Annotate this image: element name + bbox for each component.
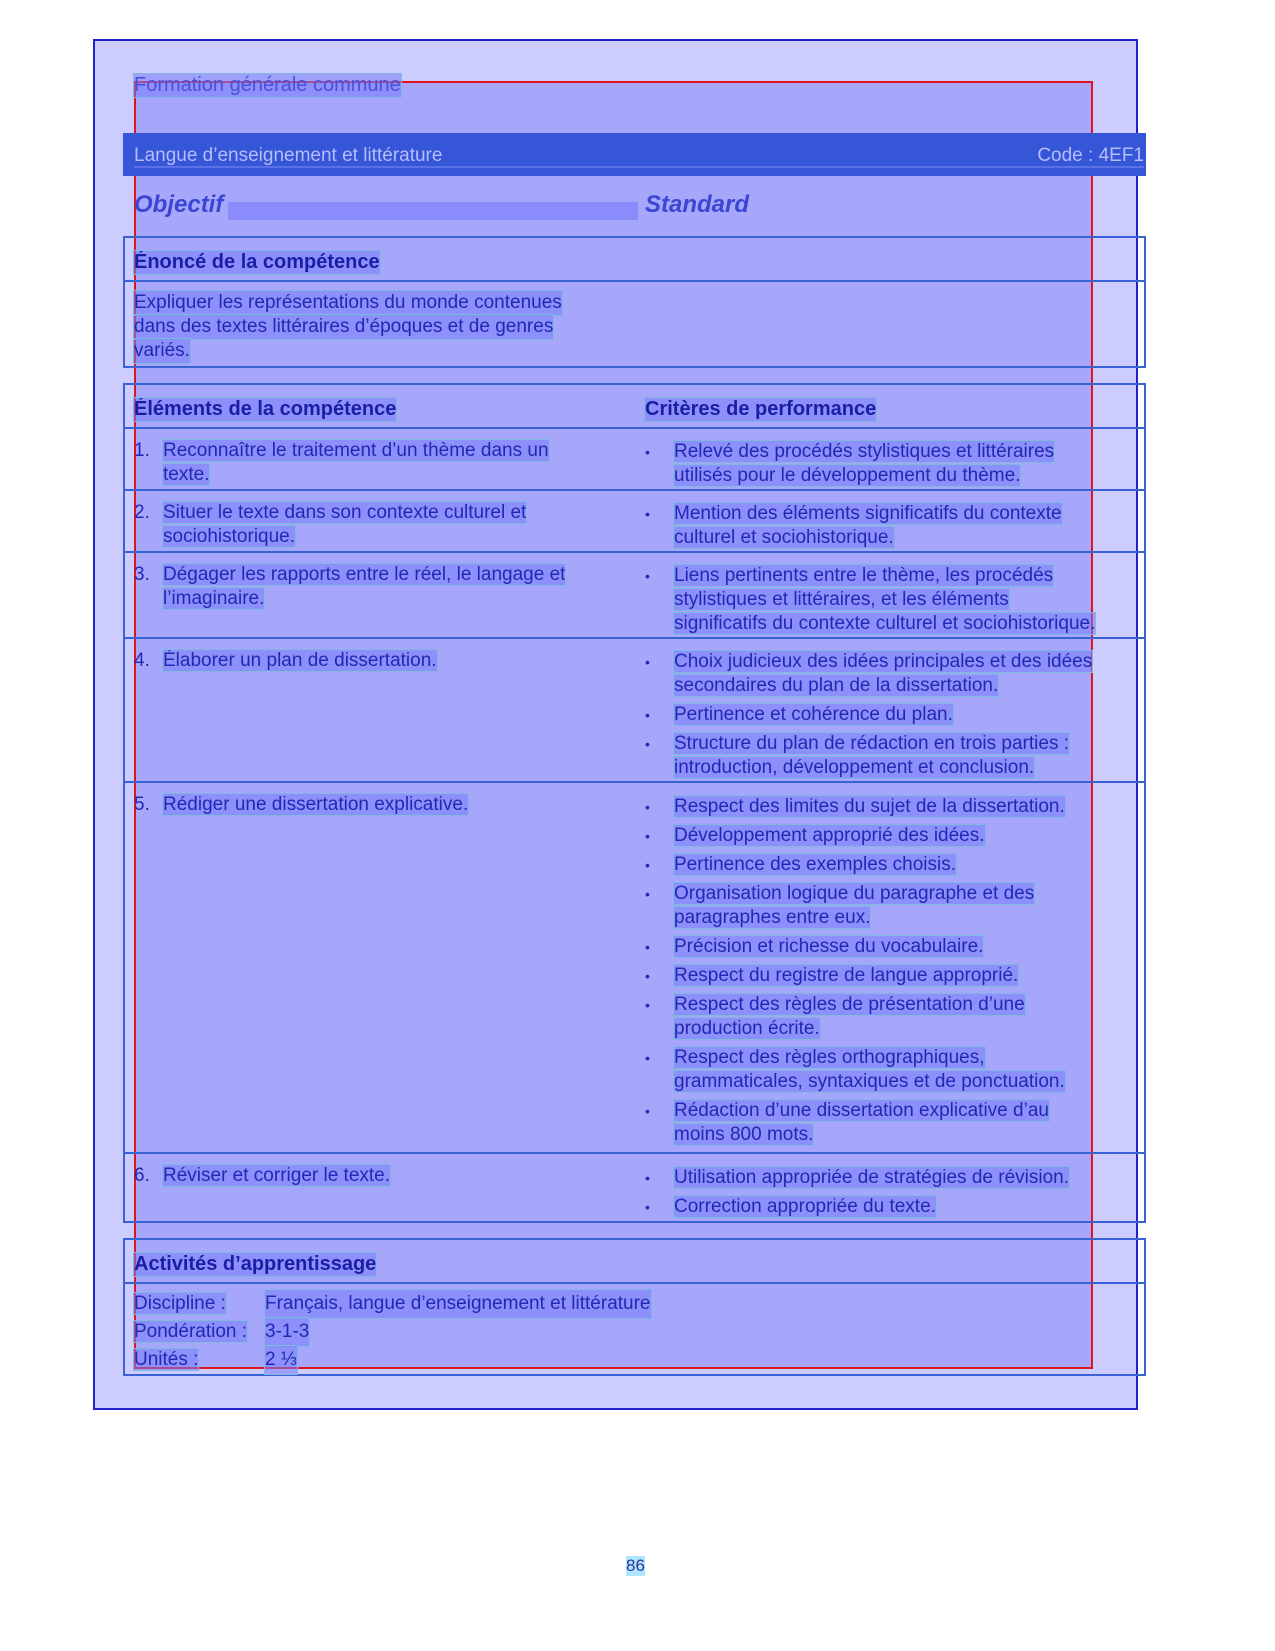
element-4 (134, 649, 604, 673)
activity-row-discipline (134, 1290, 651, 1318)
element-number: 1. (134, 440, 150, 461)
row-divider (123, 489, 1146, 491)
criterion (645, 703, 1140, 727)
criterion (645, 650, 1140, 698)
bullet: • (645, 707, 650, 723)
criterion-line: Organisation logique du paragraphe et des (674, 883, 1035, 904)
element-number: 2. (134, 502, 150, 523)
criterion (645, 853, 1140, 877)
criterion-line: Pertinence des exemples choisis. (674, 854, 956, 875)
bullet: • (645, 939, 650, 955)
row-divider (123, 427, 1146, 429)
criterion-line: Précision et richesse du vocabulaire. (674, 936, 984, 957)
activities-divider (123, 1282, 1146, 1284)
element-number: 3. (134, 564, 150, 585)
activity-value: 2 ⅓ (265, 1346, 297, 1374)
criterion-line: Mention des éléments significatifs du contexte (674, 503, 1062, 524)
criterion (645, 732, 1140, 780)
criterion-line: moins 800 mots. (674, 1124, 814, 1145)
criterion (645, 440, 1135, 488)
activity-value: Français, langue d’enseignement et littérature (265, 1290, 651, 1318)
criterion (645, 1166, 1140, 1190)
criterion (645, 1099, 1140, 1147)
criterion (645, 964, 1140, 988)
bullet: • (645, 654, 650, 670)
activity-value: 3-1-3 (265, 1318, 309, 1346)
criterion-line: Respect des règles orthographiques, (674, 1047, 985, 1068)
criterion-line: Respect des règles de présentation d’une (674, 994, 1025, 1015)
criterion-line: paragraphes entre eux. (674, 907, 871, 928)
criterion-line: Choix judicieux des idées principales et des idées (674, 651, 1093, 672)
course-code: Code : 4EF1 (1037, 145, 1144, 166)
criterion (645, 993, 1140, 1041)
criterion-line: production écrite. (674, 1018, 820, 1039)
criterion-line: Utilisation appropriée de stratégies de révision. (674, 1167, 1069, 1188)
element-6 (134, 1164, 604, 1188)
document-title: Formation générale commune (134, 74, 401, 96)
criterion-line: Développement approprié des idées. (674, 825, 985, 846)
enonce-line: Expliquer les représentations du monde contenues (134, 292, 562, 313)
course-name: Langue d’enseignement et littérature (134, 145, 443, 166)
element-line: l’imaginaire. (163, 588, 265, 609)
criterion-line: grammaticales, syntaxiques et de ponctuation. (674, 1071, 1065, 1092)
bullet: • (645, 1103, 650, 1119)
row-divider (123, 551, 1146, 553)
element-number: 4. (134, 650, 150, 671)
elements-title: Éléments de la compétence (134, 398, 397, 420)
element-1 (134, 439, 604, 487)
activity-key: Pondération : (134, 1321, 248, 1342)
activities-list (134, 1290, 651, 1374)
criterion-line: Rédaction d’une dissertation explicative d’au (674, 1100, 1049, 1121)
bullet: • (645, 568, 650, 584)
enonce-line: variés. (134, 340, 190, 361)
criterion (645, 1195, 1140, 1219)
criterion (645, 1046, 1140, 1094)
criterion-line: Correction appropriée du texte. (674, 1196, 936, 1217)
objective-header-bar (228, 202, 638, 220)
criterion-line: Liens pertinents entre le thème, les procédés (674, 565, 1054, 586)
element-line: Réviser et corriger le texte. (163, 1165, 391, 1186)
criteria-title: Critères de performance (645, 398, 877, 420)
bullet: • (645, 886, 650, 902)
element-number: 6. (134, 1165, 150, 1186)
element-line: Reconnaître le traitement d’un thème dans un (163, 440, 549, 461)
criterion (645, 795, 1140, 819)
element-line: Situer le texte dans son contexte culturel et (163, 502, 527, 523)
bullet: • (645, 1170, 650, 1186)
criterion (645, 935, 1140, 959)
criterion-line: Pertinence et cohérence du plan. (674, 704, 953, 725)
enonce-line: dans des textes littéraires d’époques et de genres (134, 316, 554, 337)
criterion (645, 824, 1140, 848)
bullet: • (645, 997, 650, 1013)
bullet: • (645, 736, 650, 752)
element-line: texte. (163, 464, 210, 485)
criterion (645, 882, 1140, 930)
criterion-line: culturel et sociohistorique. (674, 527, 894, 548)
activities-title: Activités d’apprentissage (134, 1253, 377, 1275)
element-2 (134, 501, 604, 549)
enonce-divider (123, 280, 1146, 282)
criterion-line: secondaires du plan de la dissertation. (674, 675, 999, 696)
element-line: Rédiger une dissertation explicative. (163, 794, 469, 815)
bullet: • (645, 799, 650, 815)
element-line: sociohistorique. (163, 526, 296, 547)
standard-heading: Standard (645, 191, 750, 218)
criterion-line: significatifs du contexte culturel et sociohistorique. (674, 613, 1096, 634)
element-line: Élaborer un plan de dissertation. (163, 650, 437, 671)
bullet: • (645, 444, 650, 460)
bullet: • (645, 1050, 650, 1066)
element-5 (134, 793, 604, 817)
bullet: • (645, 506, 650, 522)
bullet: • (645, 828, 650, 844)
row-divider (123, 781, 1146, 783)
criterion (645, 502, 1135, 550)
bullet: • (645, 857, 650, 873)
criterion-line: Respect des limites du sujet de la dissertation. (674, 796, 1065, 817)
element-number: 5. (134, 794, 150, 815)
criterion (645, 564, 1140, 636)
criterion-line: stylistiques et littéraires, et les éléments (674, 589, 1009, 610)
criterion-line: utilisés pour le développement du thème. (674, 465, 1021, 486)
activity-key: Discipline : (134, 1293, 226, 1314)
criterion-line: Relevé des procédés stylistiques et littéraires (674, 441, 1055, 462)
enonce-title: Énoncé de la compétence (134, 251, 380, 273)
bullet: • (645, 968, 650, 984)
element-line: Dégager les rapports entre le réel, le langage et (163, 564, 566, 585)
element-3 (134, 563, 604, 611)
activity-row-unites (134, 1346, 651, 1374)
criterion-line: introduction, développement et conclusion. (674, 757, 1035, 778)
bullet: • (645, 1199, 650, 1215)
criterion-line: Respect du registre de langue approprié. (674, 965, 1019, 986)
row-divider (123, 1152, 1146, 1154)
activity-key: Unités : (134, 1349, 199, 1370)
page-number: 86 (626, 1556, 645, 1575)
criterion-line: Structure du plan de rédaction en trois parties : (674, 733, 1070, 754)
row-divider (123, 637, 1146, 639)
enonce-text (134, 291, 562, 363)
objective-heading: Objectif (134, 191, 224, 218)
activity-row-ponderation (134, 1318, 651, 1346)
